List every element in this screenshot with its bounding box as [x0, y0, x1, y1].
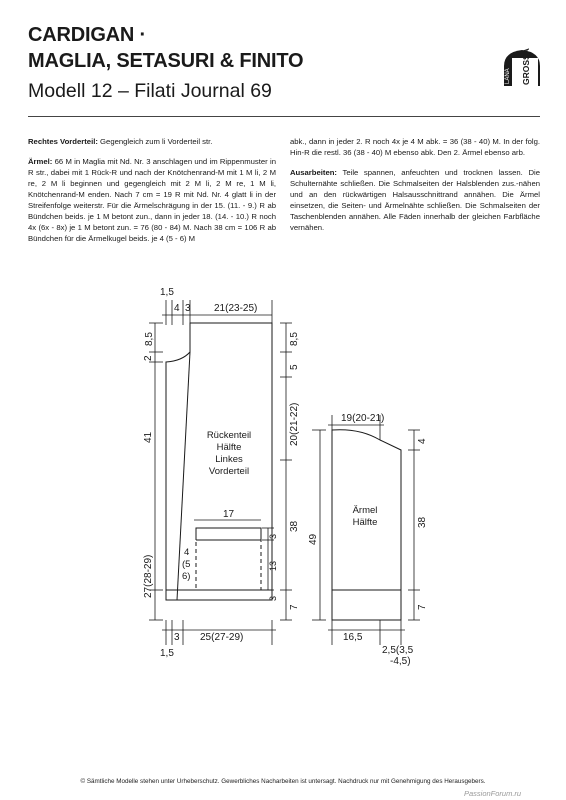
label-back-2: Hälfte — [216, 442, 242, 453]
sleeve-dim-38: 38 — [417, 516, 428, 528]
sleeve-label-2: Hälfte — [352, 517, 378, 528]
dim-pocket-3-bottom: 3 — [268, 595, 278, 601]
dim-bottom-3: 3 — [174, 632, 180, 643]
finishing-body: Teile spannen, anfeuchten und trocknen lassen. Die Schulternähte schließen. Die Schmalseiten der Halsblenden zus.-nähen und an den rückwärtigen Halsausschnittrand annähen. Die Ärmel einsetzen, die Seiten- und Ärmelnähte schließen. Die Schmalseiten der Taschenblenden annähen. Alle Fäden innerhalb der gleichen Farbfläche vernähen. — [290, 168, 540, 232]
right-front-label: Rechtes Vorderteil: — [28, 137, 98, 146]
knitting-schematic — [0, 275, 566, 705]
pocket-top — [196, 528, 261, 540]
dim-top-width: 21(23-25) — [214, 303, 258, 314]
dim-right-5: 5 — [289, 364, 300, 370]
sleeve-dim-bottom-width: 16,5 — [343, 632, 363, 643]
sleeve-paragraph-continued — [290, 136, 540, 158]
right-front-body: Gegengleich zum li Vorderteil str. — [97, 137, 213, 146]
lana-grossa-logo — [498, 44, 546, 92]
sleeve-body: 66 M in Maglia mit Nd. Nr. 3 anschlagen und im Rippenmuster in R str., dabei mit 1 Rück-R und nach der Knötchenrand-M mit 1 M li, 2 M re, 2 M li beginnen und gegengleich mit 2 M li, 2 M re, 1 M li, Knötchenrand-M enden. Nach 7 cm = 19 R mit Nd. Nr. 4 glatt li in der Streifenfolge weiterstr. Für die Ärmelschrägung in der 15. (11. - 9.) R ab Bündchen beids. je 1 M betont zun., dann in jeder 18. (14. - 10.) R noch 4x (6x - 8x) je 1 M betont zun. = 76 (80 - 84) M. Nach 38 cm = 106 R ab Bündchen für die Ärmelkugel beids. je 4 (5 - 6) M — [28, 157, 276, 243]
label-back-3: Linkes — [215, 454, 243, 465]
dim-pocket-side-2: (5 — [182, 559, 191, 570]
dim-bottom-1-5: 1,5 — [160, 648, 174, 659]
dim-bottom-width: 25(27-29) — [200, 632, 244, 643]
body-labels — [143, 287, 300, 659]
sleeve-dim-7: 7 — [417, 604, 428, 610]
instructions-left-column — [28, 136, 276, 253]
dim-right-7: 7 — [289, 604, 300, 610]
label-back-4: Vorderteil — [208, 466, 250, 477]
right-front-paragraph — [28, 136, 276, 147]
sleeve-label: Ärmel: — [28, 157, 53, 166]
sleeve-dim-4: 4 — [417, 438, 428, 444]
dim-top-4: 4 — [174, 303, 180, 314]
sleeve-paragraph — [28, 156, 276, 244]
dim-right-20: 20(21-22) — [289, 402, 300, 446]
copyright-footer: © Sämtliche Modelle stehen unter Urheberschutz. Gewerbliches Nacharbeiten ist untersagt. Nachdruck nur mit Genehmigung des Herausgebers. — [80, 778, 486, 785]
dim-top-1-5: 1,5 — [160, 287, 174, 298]
logo-text-lana: LANA — [505, 68, 511, 84]
dim-left-2: 2 — [143, 355, 154, 361]
subtitle: Modell 12 – Filati Journal 69 — [28, 80, 272, 102]
sleeve-body-continued: abk., dann in jeder 2. R noch 4x je 4 M abk. = 36 (38 - 40) M. In der folg. Hin-R die restl. 36 (38 - 40) M ebenso abk. Den 2. Ärmel ebenso arb. — [290, 137, 540, 157]
instructions-right-column — [290, 136, 540, 242]
dim-right-8-5: 8,5 — [289, 332, 300, 346]
sleeve-labels — [308, 413, 428, 667]
sleeve-dim-extra-2: -4,5) — [390, 656, 411, 667]
finishing-paragraph — [290, 167, 540, 233]
title-line-2: MAGLIA, SETASURI & FINITO — [28, 50, 304, 72]
logo-text-grossa: GROSSA — [521, 48, 531, 85]
sleeve-dim-top-width: 19(20-21) — [341, 413, 385, 424]
dim-pocket-side-3: 6) — [182, 571, 191, 582]
dim-left-27: 27(28-29) — [143, 554, 154, 598]
title-line-1: CARDIGAN · — [28, 24, 146, 46]
pocket-lining — [196, 540, 261, 590]
header-divider — [28, 116, 540, 117]
sleeve-dimension-lines — [312, 415, 420, 645]
dim-right-38: 38 — [289, 520, 300, 532]
dim-top-3: 3 — [185, 303, 191, 314]
finishing-label: Ausarbeiten: — [290, 168, 337, 177]
dim-pocket-13: 13 — [268, 560, 278, 571]
dim-pocket-3-top: 3 — [268, 533, 278, 539]
dim-pocket-width: 17 — [223, 509, 235, 520]
watermark: PassionForum.ru — [464, 789, 522, 798]
label-back-1: Rückenteil — [206, 430, 252, 441]
sleeve-dim-49: 49 — [308, 533, 319, 545]
dim-pocket-side-1: 4 — [184, 547, 190, 558]
sleeve-label-1: Ärmel — [352, 505, 378, 516]
dim-left-41: 41 — [143, 431, 154, 443]
sleeve-dim-extra-1: 2,5(3,5 — [382, 645, 414, 656]
dim-left-8-5: 8,5 — [144, 332, 155, 346]
